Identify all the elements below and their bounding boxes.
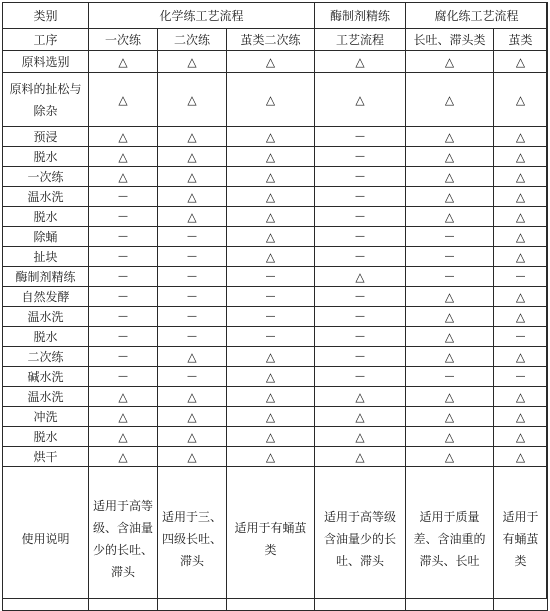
process-table [2,2,548,611]
usage-note: 适用于有蛹茧类 [227,467,315,611]
applicable-mark: △ [89,51,158,73]
not-applicable-mark: — [315,287,406,307]
process-step-label: 脱水 [3,147,89,167]
applicable-mark: △ [494,167,548,187]
applicable-mark: △ [89,407,158,427]
process-step-label: 二次练 [3,347,89,367]
table-row [3,73,548,127]
applicable-mark: △ [315,267,406,287]
applicable-mark: △ [158,207,227,227]
applicable-mark: △ [406,147,494,167]
applicable-mark: △ [227,147,315,167]
applicable-mark: △ [227,187,315,207]
not-applicable-mark: — [89,347,158,367]
table-row [3,287,548,307]
applicable-mark: △ [158,387,227,407]
not-applicable-mark: — [227,287,315,307]
usage-note: 适用于高等级含油量少的长吐、滞头 [315,467,406,611]
applicable-mark: △ [406,51,494,73]
applicable-mark: △ [494,427,548,447]
table-row [3,367,548,387]
applicable-mark: △ [158,167,227,187]
chem-group-header: 化学练工艺流程 [89,3,315,29]
applicable-mark: △ [89,387,158,407]
applicable-mark: △ [158,187,227,207]
table-row [3,187,548,207]
applicable-mark: △ [227,227,315,247]
applicable-mark: △ [158,51,227,73]
applicable-mark: △ [494,247,548,267]
table-row [3,167,548,187]
not-applicable-mark: — [315,327,406,347]
applicable-mark: △ [158,73,227,127]
applicable-mark: △ [406,127,494,147]
not-applicable-mark: — [494,327,548,347]
not-applicable-mark: — [89,187,158,207]
table-row [3,447,548,467]
process-step-label: 原料的扯松与除杂 [3,73,89,127]
applicable-mark: △ [158,407,227,427]
not-applicable-mark: — [406,247,494,267]
not-applicable-mark: — [158,307,227,327]
not-applicable-mark: — [89,287,158,307]
category-header: 类别 [3,3,89,29]
not-applicable-mark: — [315,207,406,227]
applicable-mark: △ [227,127,315,147]
applicable-mark: △ [227,407,315,427]
applicable-mark: △ [89,127,158,147]
not-applicable-mark: — [315,347,406,367]
process-step-label: 冲洗 [3,407,89,427]
table-row [3,207,548,227]
header-row-1 [3,3,548,29]
applicable-mark: △ [494,187,548,207]
applicable-mark: △ [315,51,406,73]
process-step-label: 除蛹 [3,227,89,247]
applicable-mark: △ [406,73,494,127]
not-applicable-mark: — [315,367,406,387]
not-applicable-mark: — [158,327,227,347]
applicable-mark: △ [494,51,548,73]
applicable-mark: △ [494,287,548,307]
not-applicable-mark: — [315,307,406,327]
process-step-label: 原料选别 [3,51,89,73]
table-row [3,227,548,247]
not-applicable-mark: — [406,227,494,247]
not-applicable-mark: — [227,307,315,327]
applicable-mark: △ [494,447,548,467]
not-applicable-mark: — [315,227,406,247]
process-step-label: 一次练 [3,167,89,187]
applicable-mark: △ [406,447,494,467]
not-applicable-mark: — [494,267,548,287]
applicable-mark: △ [227,347,315,367]
applicable-mark: △ [494,387,548,407]
applicable-mark: △ [406,427,494,447]
process-step-label: 碱水洗 [3,367,89,387]
table-row [3,407,548,427]
applicable-mark: △ [494,227,548,247]
not-applicable-mark: — [158,367,227,387]
applicable-mark: △ [315,407,406,427]
applicable-mark: △ [406,187,494,207]
applicable-mark: △ [315,73,406,127]
applicable-mark: △ [158,347,227,367]
table-row [3,347,548,367]
not-applicable-mark: — [315,167,406,187]
table-row [3,127,548,147]
not-applicable-mark: — [315,247,406,267]
applicable-mark: △ [494,73,548,127]
usage-label: 使用说明 [3,467,89,611]
not-applicable-mark: — [158,227,227,247]
applicable-mark: △ [406,327,494,347]
not-applicable-mark: — [158,247,227,267]
not-applicable-mark: — [158,267,227,287]
not-applicable-mark: — [89,327,158,347]
not-applicable-mark: — [315,147,406,167]
table-row [3,247,548,267]
table-row [3,147,548,167]
not-applicable-mark: — [315,187,406,207]
table-row [3,327,548,347]
process-step-label: 温水洗 [3,387,89,407]
rot-long-header: 长吐、滞头类 [406,29,494,51]
applicable-mark: △ [406,307,494,327]
applicable-mark: △ [494,307,548,327]
table-row [3,387,548,407]
applicable-mark: △ [227,167,315,187]
applicable-mark: △ [227,207,315,227]
table-row [3,307,548,327]
table-row [3,51,548,73]
applicable-mark: △ [158,147,227,167]
applicable-mark: △ [158,427,227,447]
usage-note: 适用于有蛹茧类 [494,467,548,611]
enzyme-sub-header: 工艺流程 [315,29,406,51]
process-step-label: 扯块 [3,247,89,267]
applicable-mark: △ [406,207,494,227]
process-step-label: 脱水 [3,327,89,347]
chem-once-header: 一次练 [89,29,158,51]
applicable-mark: △ [227,447,315,467]
applicable-mark: △ [406,407,494,427]
not-applicable-mark: — [227,327,315,347]
applicable-mark: △ [89,73,158,127]
applicable-mark: △ [494,147,548,167]
applicable-mark: △ [227,427,315,447]
applicable-mark: △ [406,387,494,407]
applicable-mark: △ [494,207,548,227]
process-step-label: 烘干 [3,447,89,467]
applicable-mark: △ [89,147,158,167]
process-step-label: 预浸 [3,127,89,147]
not-applicable-mark: — [406,267,494,287]
usage-row [3,467,548,611]
usage-note: 适用于三、四级长吐、滞头 [158,467,227,611]
process-step-label: 酶制剂精练 [3,267,89,287]
applicable-mark: △ [89,427,158,447]
applicable-mark: △ [494,347,548,367]
not-applicable-mark: — [89,207,158,227]
table-row [3,267,548,287]
applicable-mark: △ [494,407,548,427]
process-step-label: 自然发酵 [3,287,89,307]
header-row-2 [3,29,548,51]
not-applicable-mark: — [89,227,158,247]
applicable-mark: △ [227,387,315,407]
process-step-label: 温水洗 [3,187,89,207]
enzyme-group-header: 酶制剂精练 [315,3,406,29]
not-applicable-mark: — [158,287,227,307]
chem-twice-header: 二次练 [158,29,227,51]
applicable-mark: △ [158,447,227,467]
applicable-mark: △ [89,167,158,187]
applicable-mark: △ [227,247,315,267]
not-applicable-mark: — [494,367,548,387]
applicable-mark: △ [227,73,315,127]
not-applicable-mark: — [227,267,315,287]
rot-tussah-header: 茧类 [494,29,548,51]
applicable-mark: △ [315,387,406,407]
not-applicable-mark: — [89,267,158,287]
usage-note: 适用于高等级、含油量少的长吐、滞头 [89,467,158,611]
chem-tussah-header: 茧类二次练 [227,29,315,51]
not-applicable-mark: — [89,367,158,387]
applicable-mark: △ [494,127,548,147]
applicable-mark: △ [315,427,406,447]
usage-note: 适用于质量差、含油重的滞头、长吐 [406,467,494,611]
not-applicable-mark: — [89,247,158,267]
applicable-mark: △ [227,51,315,73]
process-step-label: 温水洗 [3,307,89,327]
rot-group-header: 腐化练工艺流程 [406,3,548,29]
applicable-mark: △ [89,447,158,467]
applicable-mark: △ [406,287,494,307]
applicable-mark: △ [406,347,494,367]
applicable-mark: △ [406,167,494,187]
not-applicable-mark: — [89,307,158,327]
process-step-label: 脱水 [3,207,89,227]
applicable-mark: △ [227,367,315,387]
applicable-mark: △ [315,447,406,467]
not-applicable-mark: — [315,127,406,147]
table-row [3,427,548,447]
process-step-label: 脱水 [3,427,89,447]
not-applicable-mark: — [406,367,494,387]
applicable-mark: △ [158,127,227,147]
process-header: 工序 [3,29,89,51]
